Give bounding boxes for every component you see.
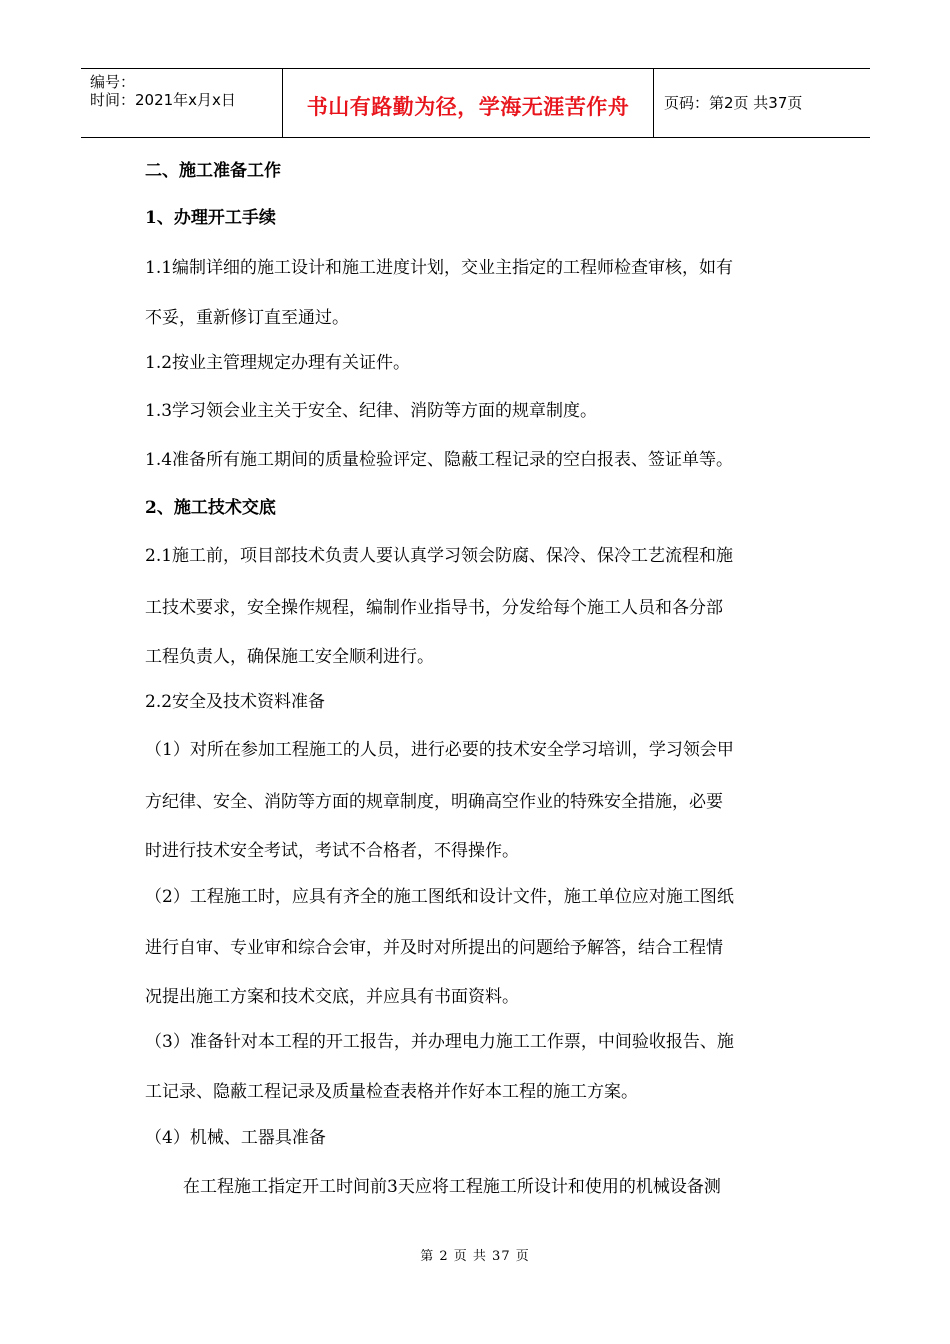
paragraph-line: 2.2安全及技术资料准备 — [145, 692, 326, 712]
paragraph-line: 1.1编制详细的施工设计和施工进度计划，交业主指定的工程师检查审核，如有 — [145, 258, 734, 278]
subsection-heading: 1、办理开工手续 — [145, 208, 276, 228]
paragraph-line: 在工程施工指定开工时间前3天应将工程施工所设计和使用的机械设备测 — [183, 1177, 721, 1197]
section-heading: 二、施工准备工作 — [145, 161, 281, 181]
paragraph-line: 工程负责人，确保施工安全顺利进行。 — [145, 647, 434, 667]
paragraph-line: 工技术要求，安全操作规程，编制作业指导书，分发给每个施工人员和各分部 — [145, 598, 723, 618]
header-motto-cell — [282, 69, 654, 137]
paragraph-line: （4）机械、工器具准备 — [145, 1128, 326, 1148]
paragraph-line: 方纪律、安全、消防等方面的规章制度，明确高空作业的特殊安全措施，必要 — [145, 792, 723, 812]
page-footer: 第 2 页 共 37 页 — [420, 1249, 530, 1264]
document-code-label: 编号： — [90, 73, 136, 91]
paragraph-line: 不妥，重新修订直至通过。 — [145, 308, 349, 328]
paragraph-line: 工记录、隐蔽工程记录及质量检查表格并作好本工程的施工方案。 — [145, 1082, 638, 1102]
paragraph-line: 况提出施工方案和技术交底，并应具有书面资料。 — [145, 987, 519, 1007]
paragraph-line: 2.1施工前，项目部技术负责人要认真学习领会防腐、保冷、保冷工艺流程和施 — [145, 546, 734, 566]
paragraph-line: 时进行技术安全考试，考试不合格者，不得操作。 — [145, 841, 519, 861]
page-header — [81, 68, 870, 138]
header-page-cell — [654, 69, 870, 137]
paragraph-line: 1.4准备所有施工期间的质量检验评定、隐蔽工程记录的空白报表、签证单等。 — [145, 450, 734, 470]
subsection-heading: 2、施工技术交底 — [145, 498, 276, 518]
paragraph-line: 1.2按业主管理规定办理有关证件。 — [145, 353, 411, 373]
paragraph-line: （1）对所在参加工程施工的人员，进行必要的技术安全学习培训，学习领会甲 — [145, 740, 734, 760]
header-motto: 书山有路勤为径，学海无涯苦作舟 — [306, 95, 630, 119]
paragraph-line: （3）准备针对本工程的开工报告，并办理电力施工工作票，中间验收报告、施 — [145, 1032, 734, 1052]
document-date-label: 时间：2021年x月x日 — [90, 91, 236, 109]
paragraph-line: 1.3学习领会业主关于安全、纪律、消防等方面的规章制度。 — [145, 401, 598, 421]
header-info-cell — [81, 69, 282, 137]
paragraph-line: 进行自审、专业审和综合会审，并及时对所提出的问题给予解答，结合工程情 — [145, 938, 723, 958]
paragraph-line: （2）工程施工时，应具有齐全的施工图纸和设计文件，施工单位应对施工图纸 — [145, 887, 734, 907]
header-page-number: 页码：第2页 共37页 — [664, 94, 803, 112]
